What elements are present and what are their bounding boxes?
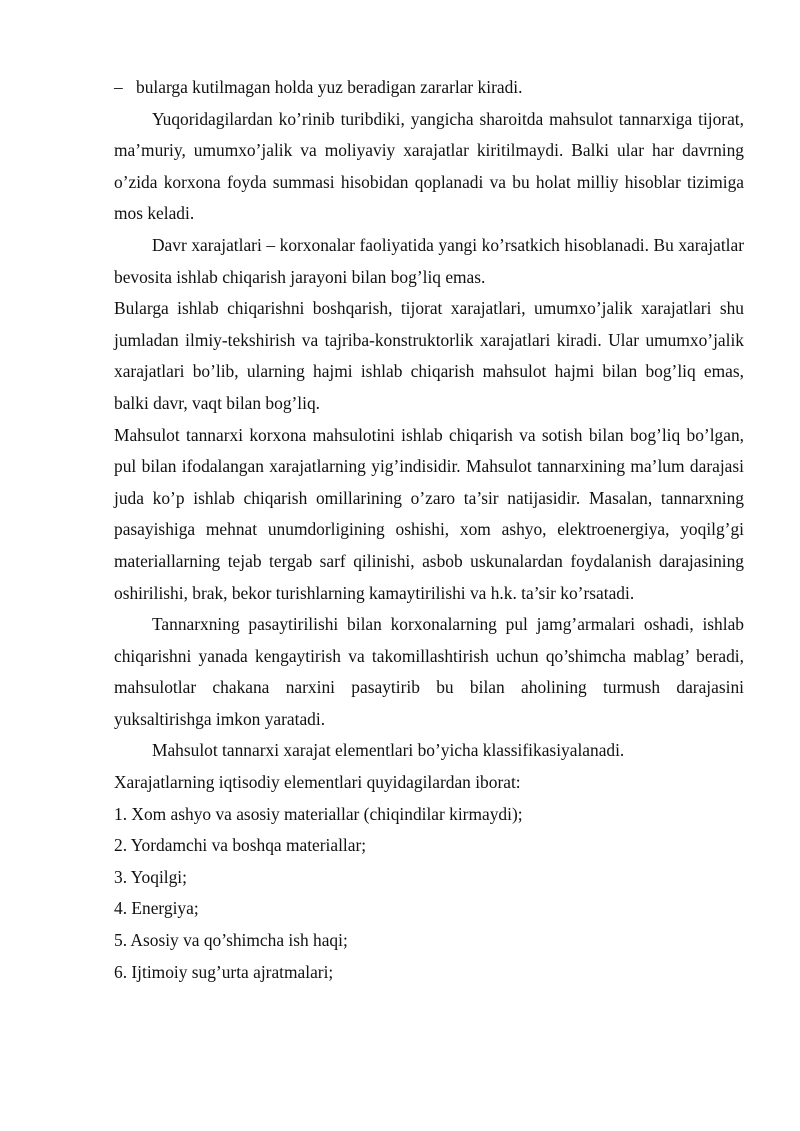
paragraph-cost-reduction: Tannarxning pasaytirilishi bilan korxonalarning pul jamg’armalari oshadi, ishlab chiqarishni yanada kengaytirish va takomillashtirish uchun qo’shimcha mablag’ beradi, mahsulotlar chakana narxini pasaytirib bu bilan aholining turmush darajasini yuksaltirishga imkon yaratadi. <box>114 614 744 729</box>
dash-marker: – <box>114 77 123 97</box>
cost-elements-list <box>114 799 744 989</box>
list-item: 6. Ijtimoiy sug’urta ajratmalari; <box>114 961 334 982</box>
continuation-line <box>114 72 744 104</box>
paragraph-cost-exclusions: Yuqoridagilardan ko’rinib turibdiki, yangicha sharoitda mahsulot tannarxiga tijorat, ma’muriy, umumxo’jalik va moliyaviy xarajatlar kiritilmaydi. Balki ular har davrning o’zida korxona foyda summasi hisobidan qoplanadi va bu holat milliy hisoblar tizimiga mos keladi. <box>114 108 744 224</box>
list-item: 4. Energiya; <box>114 898 199 919</box>
paragraph-classification: Mahsulot tannarxi xarajat elementlari bo’yicha klassifikasiyalanadi. <box>152 740 625 761</box>
paragraph-elements-intro: Xarajatlarning iqtisodiy elementlari quyidagilardan iborat: <box>114 772 521 793</box>
paragraph-overhead-costs: Bularga ishlab chiqarishni boshqarish, tijorat xarajatlari, umumxo’jalik xarajatlari shu jumladan ilmiy-tekshirish va tajriba-konstruktorlik xarajatlari kiradi. Ular umumxo’jalik xarajatlari bo’lib, ularning hajmi ishlab chiqarish mahsulot hajmi bilan bog’liq emas, balki davr, vaqt bilan bog’liq. <box>114 298 744 413</box>
paragraph-production-cost: Mahsulot tannarxi korxona mahsulotini ishlab chiqarish va sotish bilan bog’liq bo’lgan, pul bilan ifodalangan xarajatlarning yig’indisidir. Mahsulot tannarxining ma’lum darajasi juda ko’p ishlab chiqarish omillarining o’zaro ta’sir natijasidir. Masalan, tannarxning pasayishiga mehnat unumdorligining oshishi, xom ashyo, elektroenergiya, yoqilg’gi materiallarning tejab tergab sarf qilinishi, asbob uskunalardan foydalanish darajasining oshirilishi, brak, bekor turishlarning kamaytirilishi va h.k. ta’sir ko’rsatadi. <box>114 424 744 603</box>
paragraph-period-costs: Davr xarajatlari – korxonalar faoliyatida yangi ko’rsatkich hisoblanadi. Bu xarajatlar bevosita ishlab chiqarish jarayoni bilan bog’liq emas. <box>114 234 744 287</box>
list-item: 1. Xom ashyo va asosiy materiallar (chiqindilar kirmaydi); <box>114 803 523 824</box>
list-item: 5. Asosiy va qo’shimcha ish haqi; <box>114 930 348 951</box>
list-item: 2. Yordamchi va boshqa materiallar; <box>114 835 367 856</box>
continuation-text: bularga kutilmagan holda yuz beradigan zararlar kiradi. <box>136 77 523 97</box>
list-item: 3. Yoqilgi; <box>114 866 187 887</box>
document-page <box>114 72 744 988</box>
